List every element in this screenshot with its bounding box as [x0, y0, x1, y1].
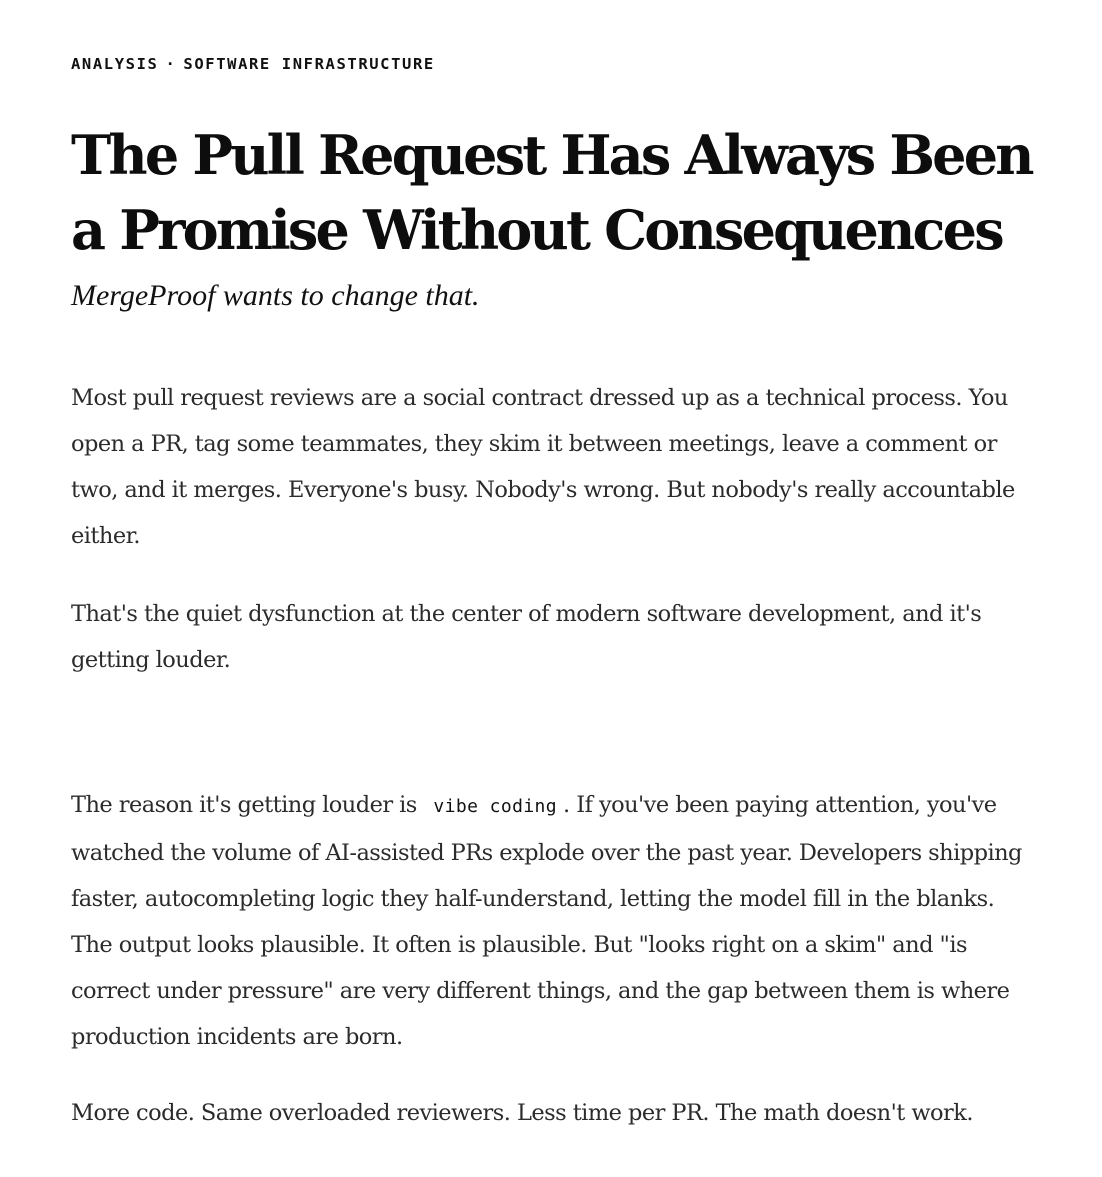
kicker-topic[interactable]: SOFTWARE INFRASTRUCTURE: [183, 55, 435, 73]
body-paragraph-4: More code. Same overloaded reviewers. Less time per PR. The math doesn't work.: [71, 1100, 973, 1126]
body-paragraph-3: [71, 782, 1031, 1060]
paragraph-3-text-before: The reason it's getting louder is: [71, 792, 417, 818]
article-dek: MergeProof wants to change that.: [71, 279, 480, 312]
kicker-separator: ·: [165, 55, 177, 73]
inline-code-term: vibe coding: [433, 796, 558, 817]
body-paragraph-2: That's the quiet dysfunction at the center of modern software development, and it's getting louder.: [71, 601, 982, 673]
article-headline: The Pull Request Has Always Been a Promise Without Consequences: [71, 123, 1032, 262]
kicker-section[interactable]: ANALYSIS: [71, 55, 159, 73]
body-paragraph-1: Most pull request reviews are a social contract dressed up as a technical process. You open a PR, tag some teammates, they skim it between meetings, leave a comment or two, and it merges. Everyone's busy. Nobody's wrong. But nobody's really accountable either.: [71, 385, 1015, 549]
article-kicker: [71, 55, 435, 73]
paragraph-3-text-after: . If you've been paying attention, you've watched the volume of AI-assisted PRs explode over the past year. Developers shipping faster, autocompleting logic they half-understand, letting the model fill in the blanks. The output looks plausible. It often is plausible. But "looks right on a skim" and "is correct under pressure" are very different things, and the gap between them is where production incidents are born.: [71, 792, 1022, 1050]
